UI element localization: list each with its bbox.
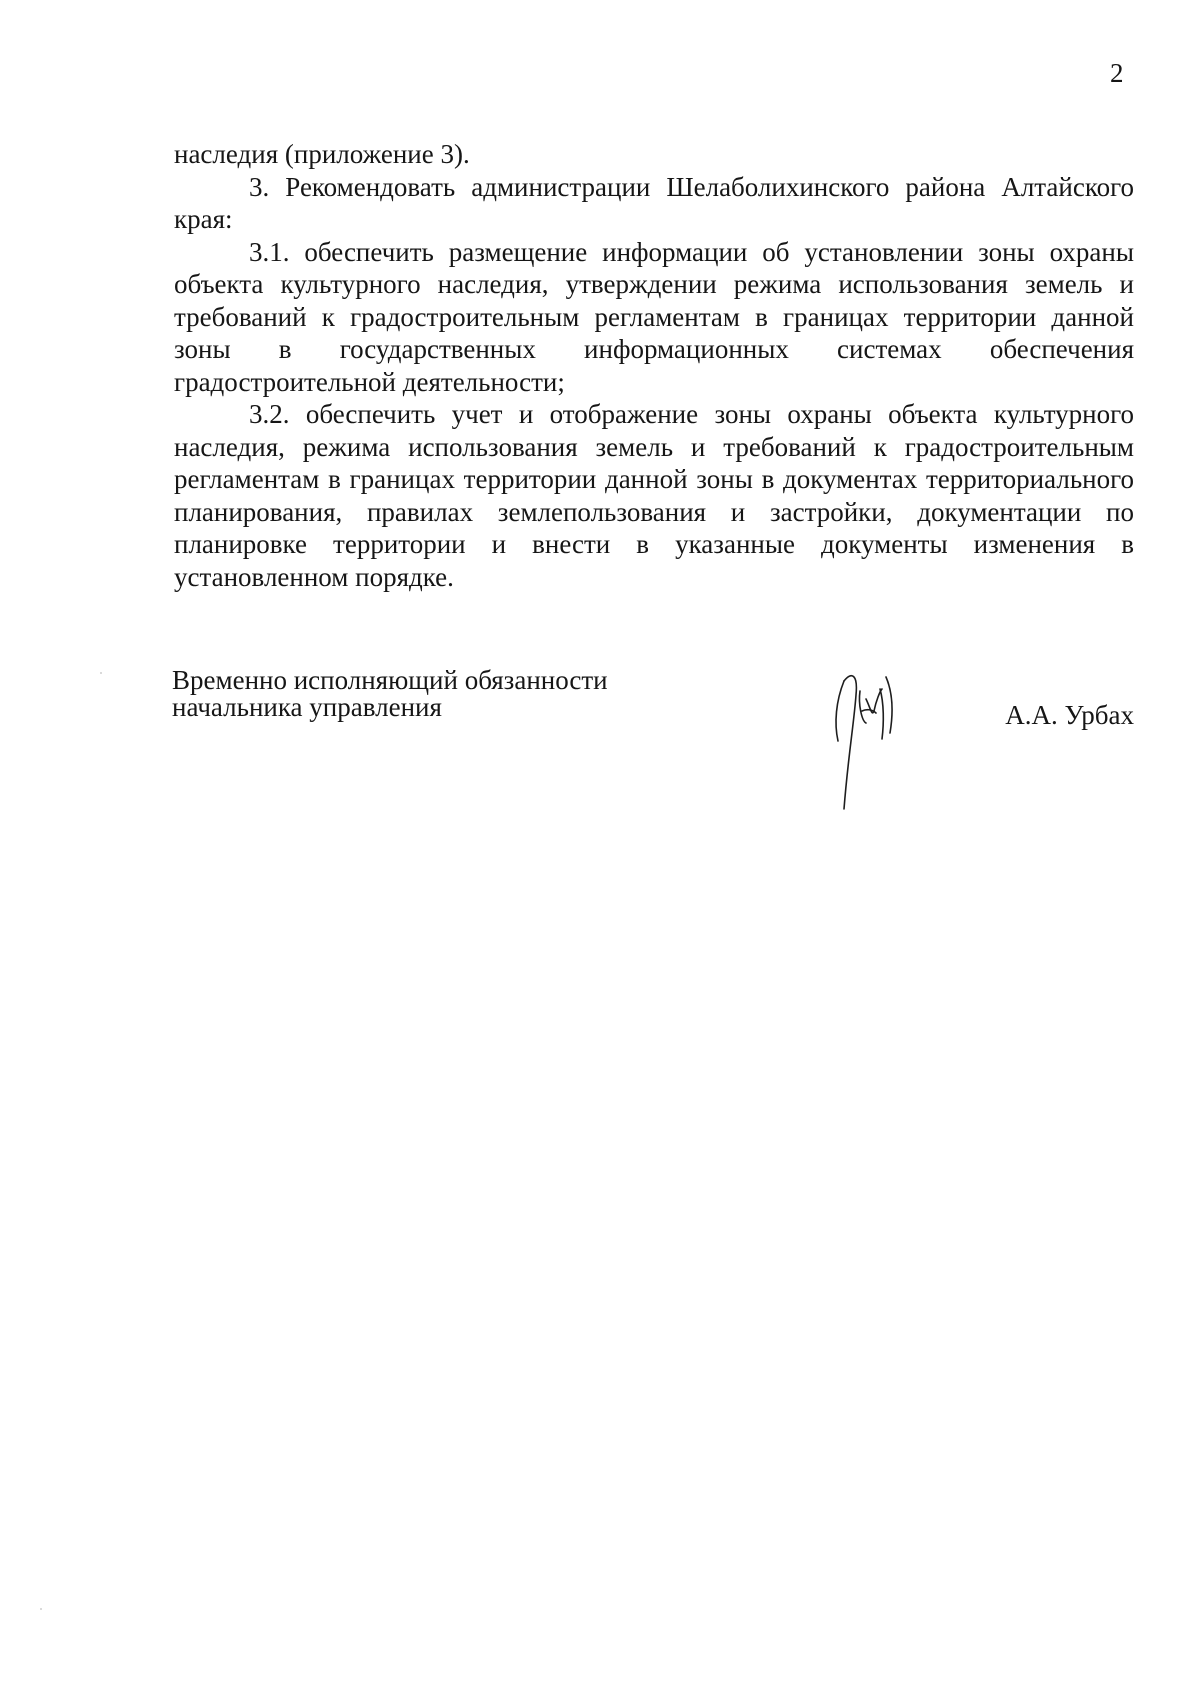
paragraph-continuation: наследия (приложение 3).: [174, 139, 470, 169]
page-number: 2: [1110, 58, 1124, 88]
signer-name: А.А. Урбах: [1005, 700, 1134, 730]
signer-title-line-2: начальника управления: [172, 692, 442, 722]
paragraph-item-3-2: 3.2. обеспечить учет и отображение зоны охраны объекта культурного наследия, режима использования земель и требований к градостроительным регламентам в границах территории данной зоны в документах территориального планирования, правилах землепользования и застройки, документации по планировке территории и внести в указанные документы изменения в установленном порядке.: [174, 399, 1134, 592]
paragraph-item-3-1: 3.1. обеспечить размещение информации об установлении зоны охраны объекта культурного наследия, утверждении режима использования земель и требований к градостроительным регламентам в границах территории данной зоны в государственных информационных системах обеспечения градостроительной деятельности;: [174, 236, 1134, 397]
scan-speck: [100, 672, 102, 674]
paragraph-item-3: 3. Рекомендовать администрации Шелаболихинского района Алтайского края:: [174, 171, 1134, 234]
signature-block: [172, 667, 1134, 827]
document-body: [174, 138, 1134, 593]
handwritten-signature-icon: [822, 661, 932, 811]
signer-title: [172, 667, 608, 721]
signer-title-line-1: Временно исполняющий обязанности: [172, 665, 608, 695]
scan-speck: [40, 1608, 42, 1610]
